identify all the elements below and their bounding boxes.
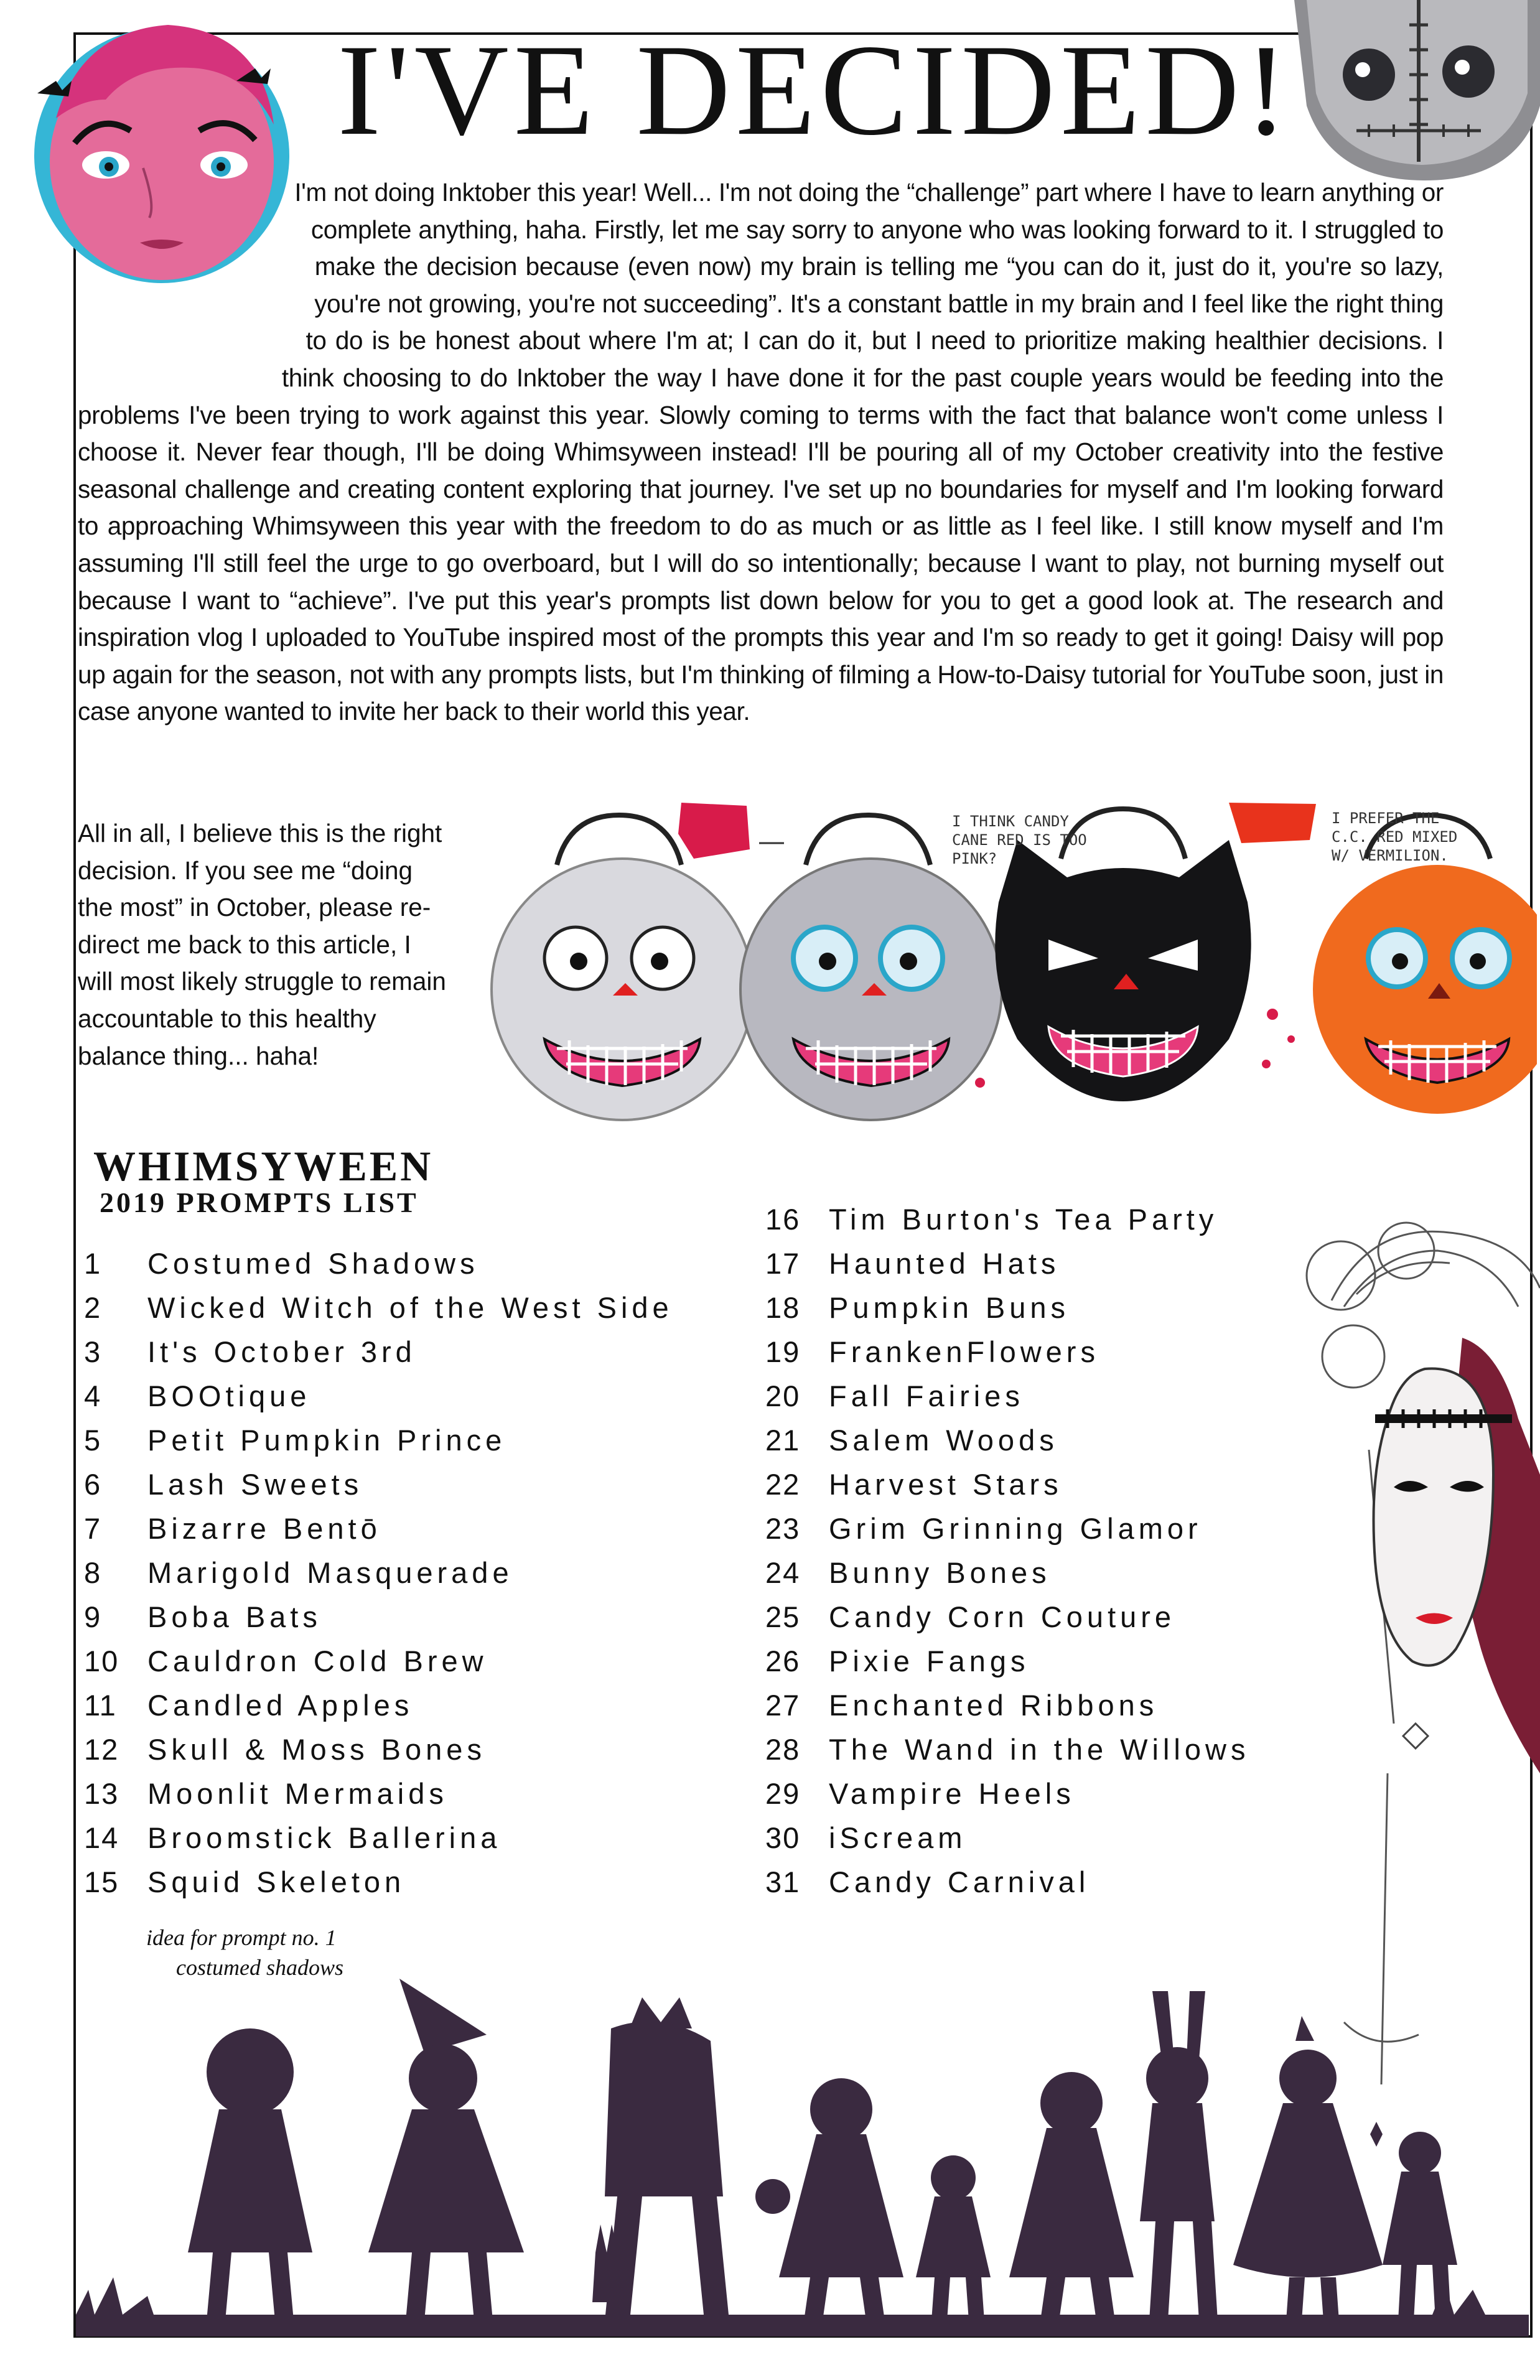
prompt-number: 16 — [765, 1203, 801, 1236]
prompt-number: 24 — [765, 1556, 801, 1589]
prompt-number: 18 — [765, 1291, 801, 1324]
prompt-item — [765, 1330, 1249, 1374]
closing-paragraph: All in all, I believe this is the right decision. If you see me “doing the most” in October, please re-direct me back to this article, I will most likely struggle to remain accountable to this healthy balance thing... haha! — [78, 819, 446, 1070]
prompt-item — [765, 1241, 1249, 1286]
prompt-number: 25 — [765, 1600, 801, 1633]
prompt-text: It's October 3rd — [147, 1335, 416, 1368]
prompt-number: 1 — [84, 1247, 102, 1280]
prompt-number: 12 — [84, 1733, 119, 1766]
prompt-text: Fall Fairies — [829, 1379, 1024, 1412]
prompt-text: Vampire Heels — [829, 1777, 1075, 1810]
prompt-number: 9 — [84, 1600, 102, 1633]
prompt-item — [84, 1860, 673, 1904]
prompt-item — [765, 1462, 1249, 1506]
prompt-number: 22 — [765, 1468, 801, 1501]
candy-red-swatch — [678, 803, 750, 859]
prompt-item — [84, 1374, 673, 1418]
prompt-item — [84, 1683, 673, 1727]
prompt-text: Haunted Hats — [829, 1247, 1060, 1280]
prompt-number: 8 — [84, 1556, 102, 1589]
prompt-text: BOOtique — [147, 1379, 311, 1412]
sketch-note-candy-cane: I THINK CANDY CANE RED IS TOO PINK? — [952, 813, 1087, 867]
prompt-number: 31 — [765, 1865, 801, 1898]
prompt-number: 15 — [84, 1865, 119, 1898]
prompt-text: Tim Burton's Tea Party — [829, 1203, 1218, 1236]
intro-paragraph: I'm not doing Inktober this year! Well... I'm not doing the “challenge” part where I have to learn anything or complete anything, haha. Firstly, let me say sorry to anyone who was looking forward to it. I struggled to make the decision because (even now) my brain is telling me “you can do it, just do it, you're so lazy, you're not growing, you're not succeeding”. It's a constant battle in my brain and I feel like the right thing to do is be honest about where I'm at; I can do it, but I need to prioritize making healthier decisions. I think choosing to do Inktober the way I have done it for the past couple years would be feeding into the problems I've been trying to work against this year. Slowly coming to terms with the fact that balance won't come unless I choose it. Never fear though, I'll be doing Whimsyween instead! I'll be pouring all of my October creativity into the festive seasonal challenge and creating content exploring that journey. I've set up no boundaries for myself and I'm looking forward to approaching Whimsyween this year with the freedom to do as much or as little as I feel like. I still know myself and I'm assuming I'll still feel the urge to go overboard, but I will do so intentionally; because I want to play, not burning myself out because I want to “achieve”. I've put this year's prompts list down below for you to get a good look at. The research and inspiration vlog I uploaded to YouTube inspired most of the prompts this year and I'm so ready to get it going! Daisy will pop up again for the season, not with any prompts lists, but I'm thinking of filming a How-to-Daisy tutorial for YouTube soon, just in case anyone wanted to invite her back to their world this year. — [78, 178, 1444, 726]
prompt-item — [765, 1639, 1249, 1683]
prompt-number: 20 — [765, 1379, 801, 1412]
prompt-number: 19 — [765, 1335, 801, 1368]
prompt-text: Boba Bats — [147, 1600, 322, 1633]
portrait-wrap-spacer — [72, 164, 317, 404]
prompts-list-column-2 — [765, 1197, 1249, 1904]
prompt-number: 5 — [84, 1424, 102, 1457]
prompt-item — [765, 1816, 1249, 1860]
prompt-item — [84, 1418, 673, 1462]
prompt-text: iScream — [829, 1821, 967, 1854]
prompt-item — [84, 1286, 673, 1330]
prompt-text: Wicked Witch of the West Side — [147, 1291, 673, 1324]
prompt-item — [84, 1771, 673, 1816]
prompt-text: Cauldron Cold Brew — [147, 1645, 488, 1678]
prompt-item — [84, 1551, 673, 1595]
prompt-item — [84, 1506, 673, 1551]
prompt-text: Candled Apples — [147, 1689, 414, 1722]
prompt-number: 14 — [84, 1821, 119, 1854]
prompt-text: Enchanted Ribbons — [829, 1689, 1159, 1722]
prompt-text: Petit Pumpkin Prince — [147, 1424, 506, 1457]
prompt-number: 6 — [84, 1468, 102, 1501]
prompt-text: Skull & Moss Bones — [147, 1733, 486, 1766]
prompt-text: Bunny Bones — [829, 1556, 1051, 1589]
prompt-text: Marigold Masquerade — [147, 1556, 513, 1589]
prompt-text: Broomstick Ballerina — [147, 1821, 502, 1854]
prompt-item — [765, 1551, 1249, 1595]
caption-line-2: costumed shadows — [176, 1955, 343, 1980]
prompt-text: Lash Sweets — [147, 1468, 363, 1501]
prompt-item — [765, 1595, 1249, 1639]
prompt-item — [765, 1374, 1249, 1418]
prompt-item — [84, 1727, 673, 1771]
prompt-number: 2 — [84, 1291, 102, 1324]
prompt-text: Salem Woods — [829, 1424, 1058, 1457]
prompt-item — [765, 1286, 1249, 1330]
prompt-text: Costumed Shadows — [147, 1247, 479, 1280]
prompt-item — [765, 1197, 1249, 1241]
prompt-item — [765, 1418, 1249, 1462]
skull-bucket-white — [492, 815, 753, 1120]
page-title: I'VE DECIDED! — [337, 18, 1293, 162]
prompts-subheading: 2019 PROMPTS LIST — [100, 1187, 419, 1218]
prompt-number: 17 — [765, 1247, 801, 1280]
prompt-number: 4 — [84, 1379, 102, 1412]
prompts-list-column-1 — [84, 1241, 673, 1904]
prompt-text: Pumpkin Buns — [829, 1291, 1070, 1324]
sketch-note-vermilion: I PREFER THE C.C. RED MIXED W/ VERMILION. — [1332, 810, 1458, 864]
prompt-item — [84, 1330, 673, 1374]
prompt-text: Candy Corn Couture — [829, 1600, 1176, 1633]
prompt-number: 30 — [765, 1821, 801, 1854]
prompt-text: The Wand in the Willows — [829, 1733, 1250, 1766]
prompt-text: Candy Carnival — [829, 1865, 1090, 1898]
prompt-item — [84, 1816, 673, 1860]
prompt-item — [84, 1241, 673, 1286]
vermilion-swatch — [1229, 803, 1316, 843]
prompt-text: Moonlit Mermaids — [147, 1777, 448, 1810]
prompt-number: 21 — [765, 1424, 801, 1457]
prompt-text: Grim Grinning Glamor — [829, 1512, 1202, 1545]
prompt-text: Pixie Fangs — [829, 1645, 1030, 1678]
prompt-item — [765, 1860, 1249, 1904]
prompt-item — [84, 1595, 673, 1639]
prompt-text: Harvest Stars — [829, 1468, 1063, 1501]
prompt-text: Bizarre Bentō — [147, 1512, 381, 1545]
prompt-number: 27 — [765, 1689, 801, 1722]
prompt-text: FrankenFlowers — [829, 1335, 1099, 1368]
prompt-number: 28 — [765, 1733, 801, 1766]
costumed-shadows-silhouettes — [76, 1929, 1529, 2336]
prompt-number: 11 — [84, 1689, 117, 1722]
stitched-doll-portrait — [1282, 0, 1540, 187]
prompt-number: 26 — [765, 1645, 801, 1678]
prompt-item — [765, 1727, 1249, 1771]
prompt-item — [84, 1639, 673, 1683]
prompt-item — [765, 1683, 1249, 1727]
prompt-text: Squid Skeleton — [147, 1865, 406, 1898]
prompts-heading: WHIMSYWEEN — [93, 1142, 434, 1190]
prompt-number: 10 — [84, 1645, 119, 1678]
prompt-item — [765, 1506, 1249, 1551]
prompt-item — [765, 1771, 1249, 1816]
prompt-number: 29 — [765, 1777, 801, 1810]
prompt-number: 7 — [84, 1512, 102, 1545]
prompt-number: 13 — [84, 1777, 119, 1810]
intro-article — [78, 174, 1444, 730]
prompt-number: 23 — [765, 1512, 801, 1545]
prompt-number: 3 — [84, 1335, 102, 1368]
caption-line-1: idea for prompt no. 1 — [146, 1925, 337, 1950]
prompt-item — [84, 1462, 673, 1506]
